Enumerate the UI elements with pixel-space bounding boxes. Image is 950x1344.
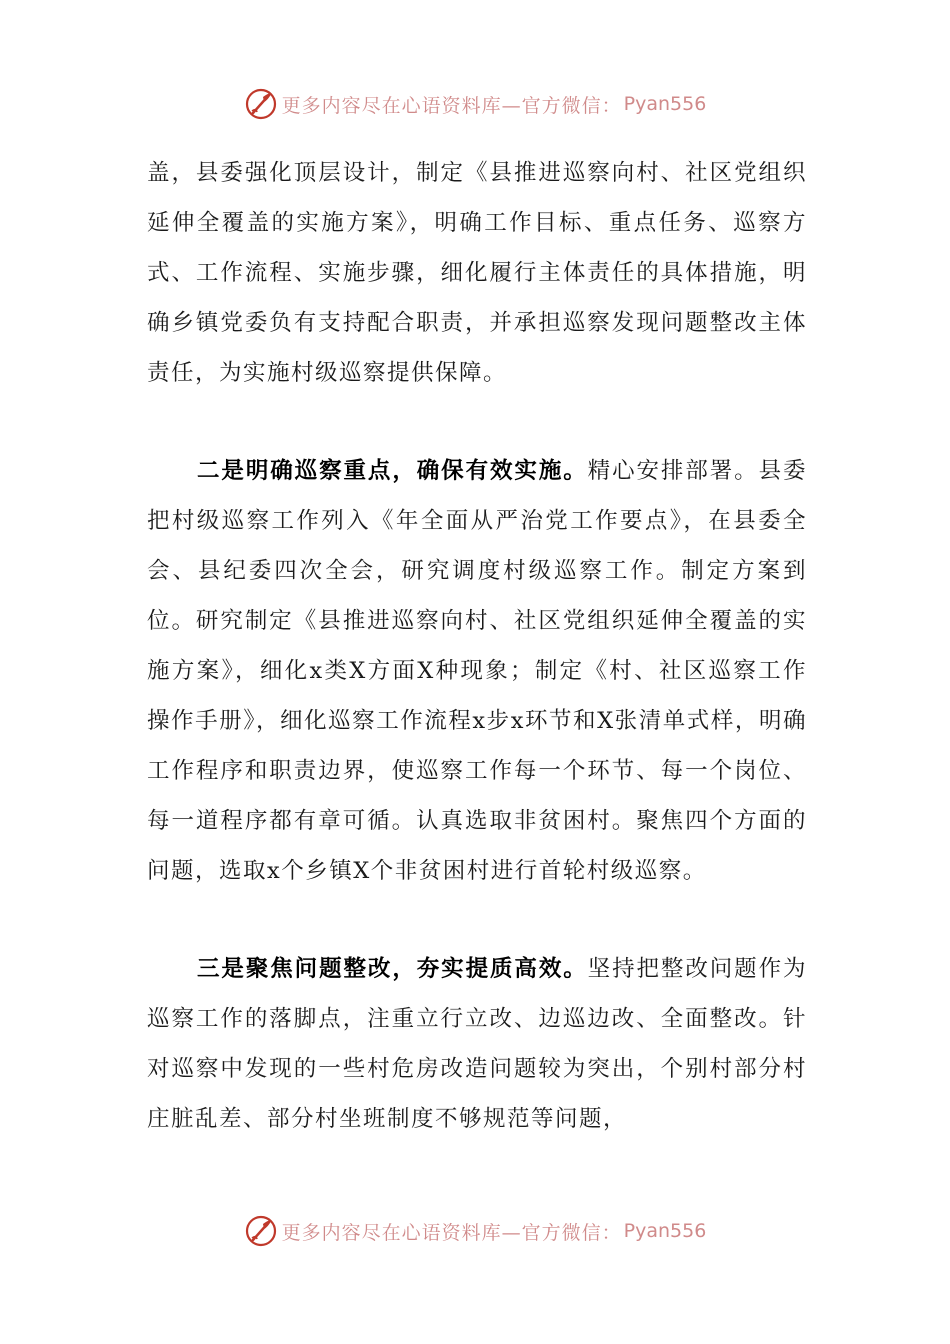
paragraph-1-body: 盖，县委强化顶层设计，制定《县推进巡察向村、社区党组织延伸全覆盖的实施方案》，明确工作目标、重点任务、巡察方式、工作流程、实施步骤，细化履行主体责任的具体措施，明确乡镇党委负有支持配合职责，并承担巡察发现问题整改主体责任，为实施村级巡察提供保障。 bbox=[147, 160, 807, 386]
quill-logo-icon bbox=[244, 87, 278, 121]
watermark-text: 更多内容尽在心语资料库—官方微信： bbox=[281, 94, 622, 117]
document-body bbox=[147, 148, 807, 1144]
paragraph-3-lead: 三是聚焦问题整改，夯实提质高效。 bbox=[197, 956, 588, 982]
quill-logo-icon bbox=[244, 1214, 278, 1248]
paragraph-2-body: 精心安排部署。县委把村级巡察工作列入《年全面从严治党工作要点》，在县委全会、县纪委四次全会，研究调度村级巡察工作。制定方案到位。研究制定《县推进巡察向村、社区党组织延伸全覆盖的实施方案》，细化x类X方面X种现象；制定《村、社区巡察工作操作手册》，细化巡察工作流程x步x环节和X张清单式样，明确工作程序和职责边界，使巡察工作每一个环节、每一个岗位、每一道程序都有章可循。认真选取非贫困村。聚焦四个方面的问题，选取x个乡镇X个非贫困村进行首轮村级巡察。 bbox=[147, 458, 807, 884]
paragraph-1 bbox=[147, 148, 807, 398]
watermark-wechat-id: Pyan556 bbox=[623, 1220, 707, 1242]
paragraph-gap bbox=[147, 896, 807, 944]
paragraph-3-body: 坚持把整改问题作为巡察工作的落脚点，注重立行立改、边巡边改、全面整改。针对巡察中发现的一些村危房改造问题较为突出，个别村部分村庄脏乱差、部分村坐班制度不够规范等问题， bbox=[147, 956, 807, 1132]
paragraph-3 bbox=[147, 944, 807, 1144]
watermark-header bbox=[0, 84, 950, 124]
watermark-text: 更多内容尽在心语资料库—官方微信： bbox=[281, 1221, 622, 1244]
paragraph-2-lead: 二是明确巡察重点，确保有效实施。 bbox=[197, 458, 588, 484]
paragraph-2 bbox=[147, 446, 807, 896]
watermark-footer bbox=[0, 1211, 950, 1251]
paragraph-gap bbox=[147, 398, 807, 446]
watermark-wechat-id: Pyan556 bbox=[623, 93, 707, 115]
